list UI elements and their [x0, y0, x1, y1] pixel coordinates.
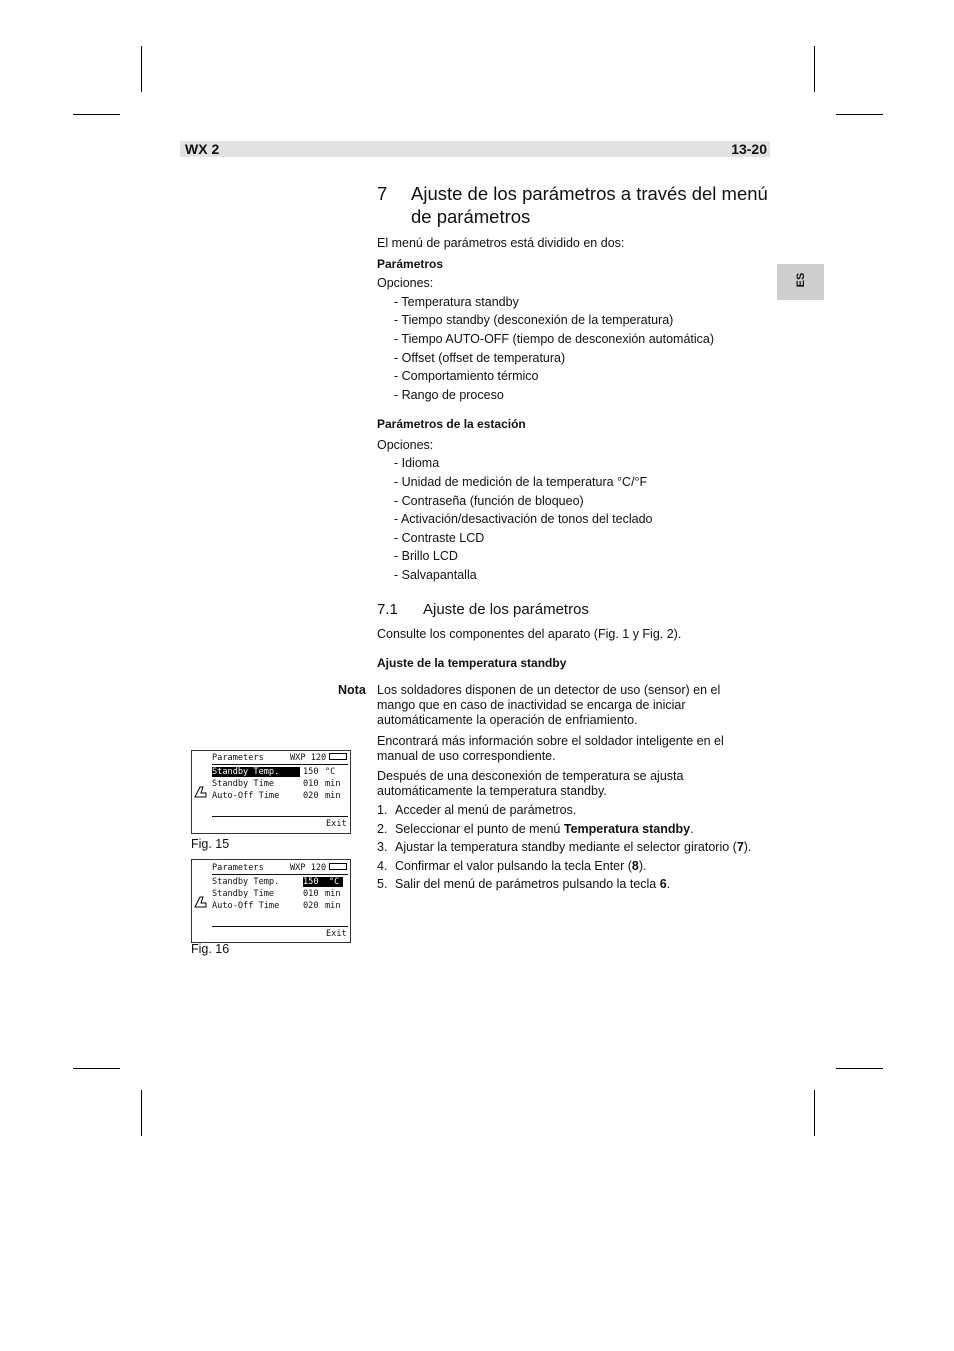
language-tab [777, 264, 824, 300]
lcd-device: WXP 120 [290, 863, 327, 873]
lcd-row-unit: min [325, 901, 341, 911]
soldering-iron-icon [193, 895, 209, 909]
list-item: - Idioma [394, 456, 440, 470]
page-header [180, 141, 770, 157]
paragraph: Después de una desconexión de temperatura se ajusta automáticamente la temperatura standby. [377, 769, 684, 798]
lcd-row-value: 010 [303, 889, 319, 899]
list-item: - Temperatura standby [394, 295, 519, 309]
subsection-subheading: Ajuste de la temperatura standby [377, 656, 567, 670]
figure-caption: Fig. 16 [191, 942, 230, 956]
lcd-row-value-selected: 150 °C [303, 877, 343, 887]
lcd-row-value: 020 [303, 791, 319, 801]
list-item: - Activación/desactivación de tonos del teclado [394, 512, 653, 526]
lcd-row-value: 150 [303, 767, 319, 777]
crop-mark [836, 1068, 883, 1069]
step-item: 4. Confirmar el valor pulsando la tecla Enter (8). [377, 859, 647, 873]
subsection-heading [377, 600, 589, 620]
group1-options-label: Opciones: [377, 276, 434, 290]
lcd-divider [212, 926, 348, 927]
crop-mark [141, 1090, 142, 1136]
list-item: - Brillo LCD [394, 549, 458, 563]
lcd-title: Parameters [212, 863, 264, 873]
group2-options-label: Opciones: [377, 438, 434, 452]
lcd-row-unit: °C [325, 767, 336, 777]
paragraph: Encontrará más información sobre el soldador inteligente en el manual de uso correspondiente. [377, 734, 724, 763]
list-item: - Contraseña (función de bloqueo) [394, 494, 584, 508]
list-item: - Rango de proceso [394, 388, 504, 402]
list-item: - Tiempo AUTO-OFF (tiempo de desconexión automática) [394, 332, 715, 346]
section-intro: El menú de parámetros está dividido en dos: [377, 236, 625, 250]
lcd-divider [212, 764, 348, 765]
lcd-divider [212, 874, 348, 875]
header-product: WX 2 [185, 141, 220, 157]
lcd-row-label: Auto-Off Time [212, 901, 280, 911]
battery-icon [329, 863, 347, 870]
crop-mark [836, 114, 883, 115]
lcd-row-label: Standby Temp. [212, 877, 280, 887]
subsection-number: 7.1 [377, 601, 398, 618]
crop-mark [141, 46, 142, 92]
step-item: 2. Seleccionar el punto de menú Temperatura standby. [377, 822, 694, 836]
list-item: - Tiempo standby (desconexión de la temperatura) [394, 313, 674, 327]
lcd-row-unit: min [325, 889, 341, 899]
lcd-row-value: 010 [303, 779, 319, 789]
lcd-screen-fig16 [191, 859, 351, 943]
note-text: Los soldadores disponen de un detector de uso (sensor) en el mango que en caso de inactividad se encarga de iniciar automáticamente la operación de enfriamiento. [377, 683, 721, 727]
language-tab-label: ES [795, 272, 807, 288]
crop-mark [814, 1090, 815, 1136]
lcd-row-label: Auto-Off Time [212, 791, 280, 801]
lcd-device: WXP 120 [290, 753, 327, 763]
step-item: 3. Ajustar la temperatura standby mediante el selector giratorio (7). [377, 840, 752, 854]
lcd-divider [212, 816, 348, 817]
note-label: Nota [338, 683, 366, 697]
lcd-row-label: Standby Time [212, 779, 275, 789]
section-number: 7 [377, 183, 388, 204]
lcd-row-label: Standby Temp. [212, 767, 300, 777]
crop-mark [73, 114, 120, 115]
battery-icon [329, 753, 347, 760]
crop-mark [73, 1068, 120, 1069]
list-item: - Offset (offset de temperatura) [394, 351, 566, 365]
list-item: - Salvapantalla [394, 568, 477, 582]
lcd-exit-label: Exit [326, 929, 347, 939]
figure-caption: Fig. 15 [191, 837, 230, 851]
lcd-row-label: Standby Time [212, 889, 275, 899]
lcd-screen-fig15 [191, 750, 351, 834]
step-item: 5. Salir del menú de parámetros pulsando la tecla 6. [377, 877, 671, 891]
crop-mark [814, 46, 815, 92]
lcd-exit-label: Exit [326, 819, 347, 829]
group1-heading: Parámetros [377, 257, 444, 271]
subsection-intro: Consulte los componentes del aparato (Fig. 1 y Fig. 2). [377, 627, 682, 641]
lcd-row-unit: min [325, 791, 341, 801]
step-item: 1. Acceder al menú de parámetros. [377, 803, 577, 817]
subsection-title: Ajuste de los parámetros [423, 601, 589, 618]
lcd-title: Parameters [212, 753, 264, 763]
soldering-iron-icon [193, 785, 209, 799]
header-page-number: 13-20 [731, 141, 767, 157]
list-item: - Comportamiento térmico [394, 369, 539, 383]
lcd-row-value: 020 [303, 901, 319, 911]
lcd-row-unit: min [325, 779, 341, 789]
group2-heading: Parámetros de la estación [377, 417, 526, 431]
section-title: Ajuste de los parámetros a través del menú de parámetros [411, 183, 768, 227]
list-item: - Unidad de medición de la temperatura °C/°F [394, 475, 648, 489]
list-item: - Contraste LCD [394, 531, 485, 545]
